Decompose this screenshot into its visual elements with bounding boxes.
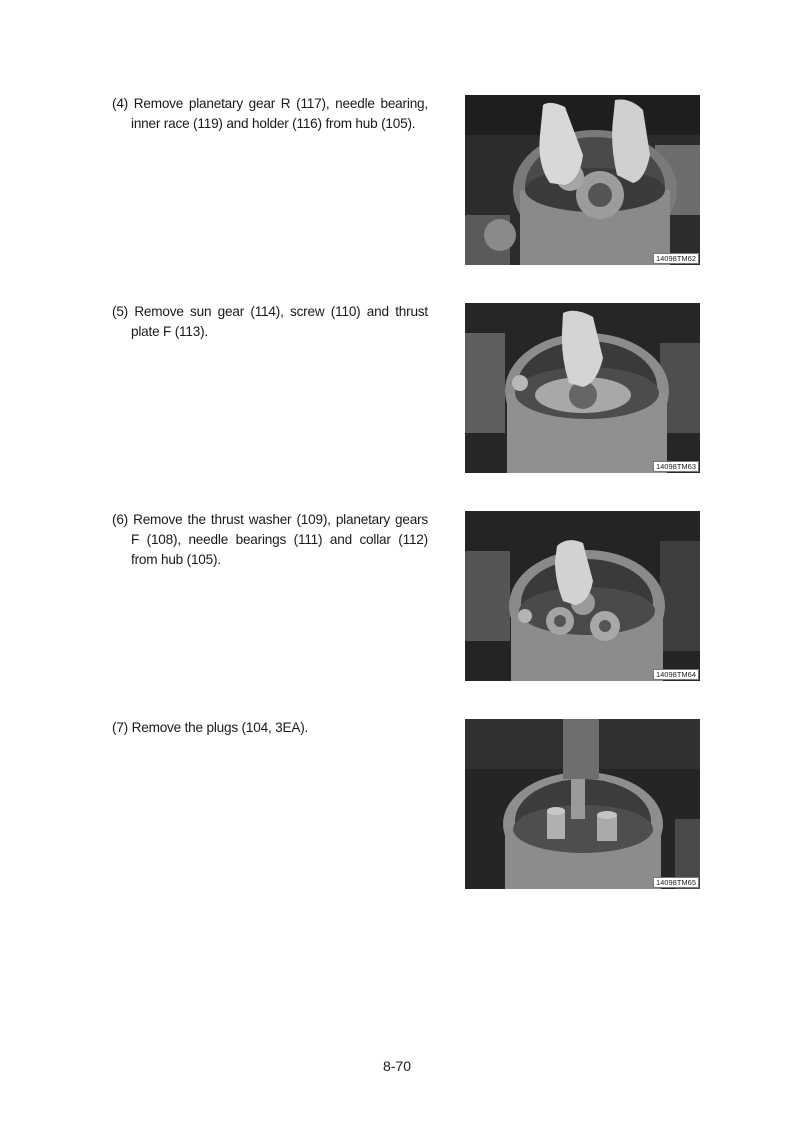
page-number: 8-70 bbox=[382, 1058, 412, 1074]
sun-gear-removal-image bbox=[465, 303, 700, 473]
figure-label: 14098TM65 bbox=[653, 877, 699, 888]
step-7-photo bbox=[465, 719, 700, 889]
figure-label: 14098TM62 bbox=[653, 253, 699, 264]
plug-removal-image bbox=[465, 719, 700, 889]
planetary-gear-removal-image bbox=[465, 95, 700, 265]
step-5-photo bbox=[465, 303, 700, 473]
figure-label: 14098TM64 bbox=[653, 669, 699, 680]
figure-label: 14098TM63 bbox=[653, 461, 699, 472]
step-6-text: (6) Remove the thrust washer (109), planetary gears F (108), needle bearings (111) and collar (112) from hub (105). bbox=[112, 512, 428, 567]
step-6 bbox=[112, 510, 428, 570]
step-6-photo bbox=[465, 511, 700, 681]
step-7 bbox=[112, 718, 428, 738]
step-5 bbox=[112, 302, 428, 342]
step-4-photo bbox=[465, 95, 700, 265]
step-4-text: (4) Remove planetary gear R (117), needle bearing, inner race (119) and holder (116) from hub (105). bbox=[112, 96, 428, 131]
step-5-text: (5) Remove sun gear (114), screw (110) and thrust plate F (113). bbox=[112, 304, 428, 339]
thrust-washer-removal-image bbox=[465, 511, 700, 681]
step-4 bbox=[112, 94, 428, 134]
step-7-text: (7) Remove the plugs (104, 3EA). bbox=[112, 720, 309, 735]
